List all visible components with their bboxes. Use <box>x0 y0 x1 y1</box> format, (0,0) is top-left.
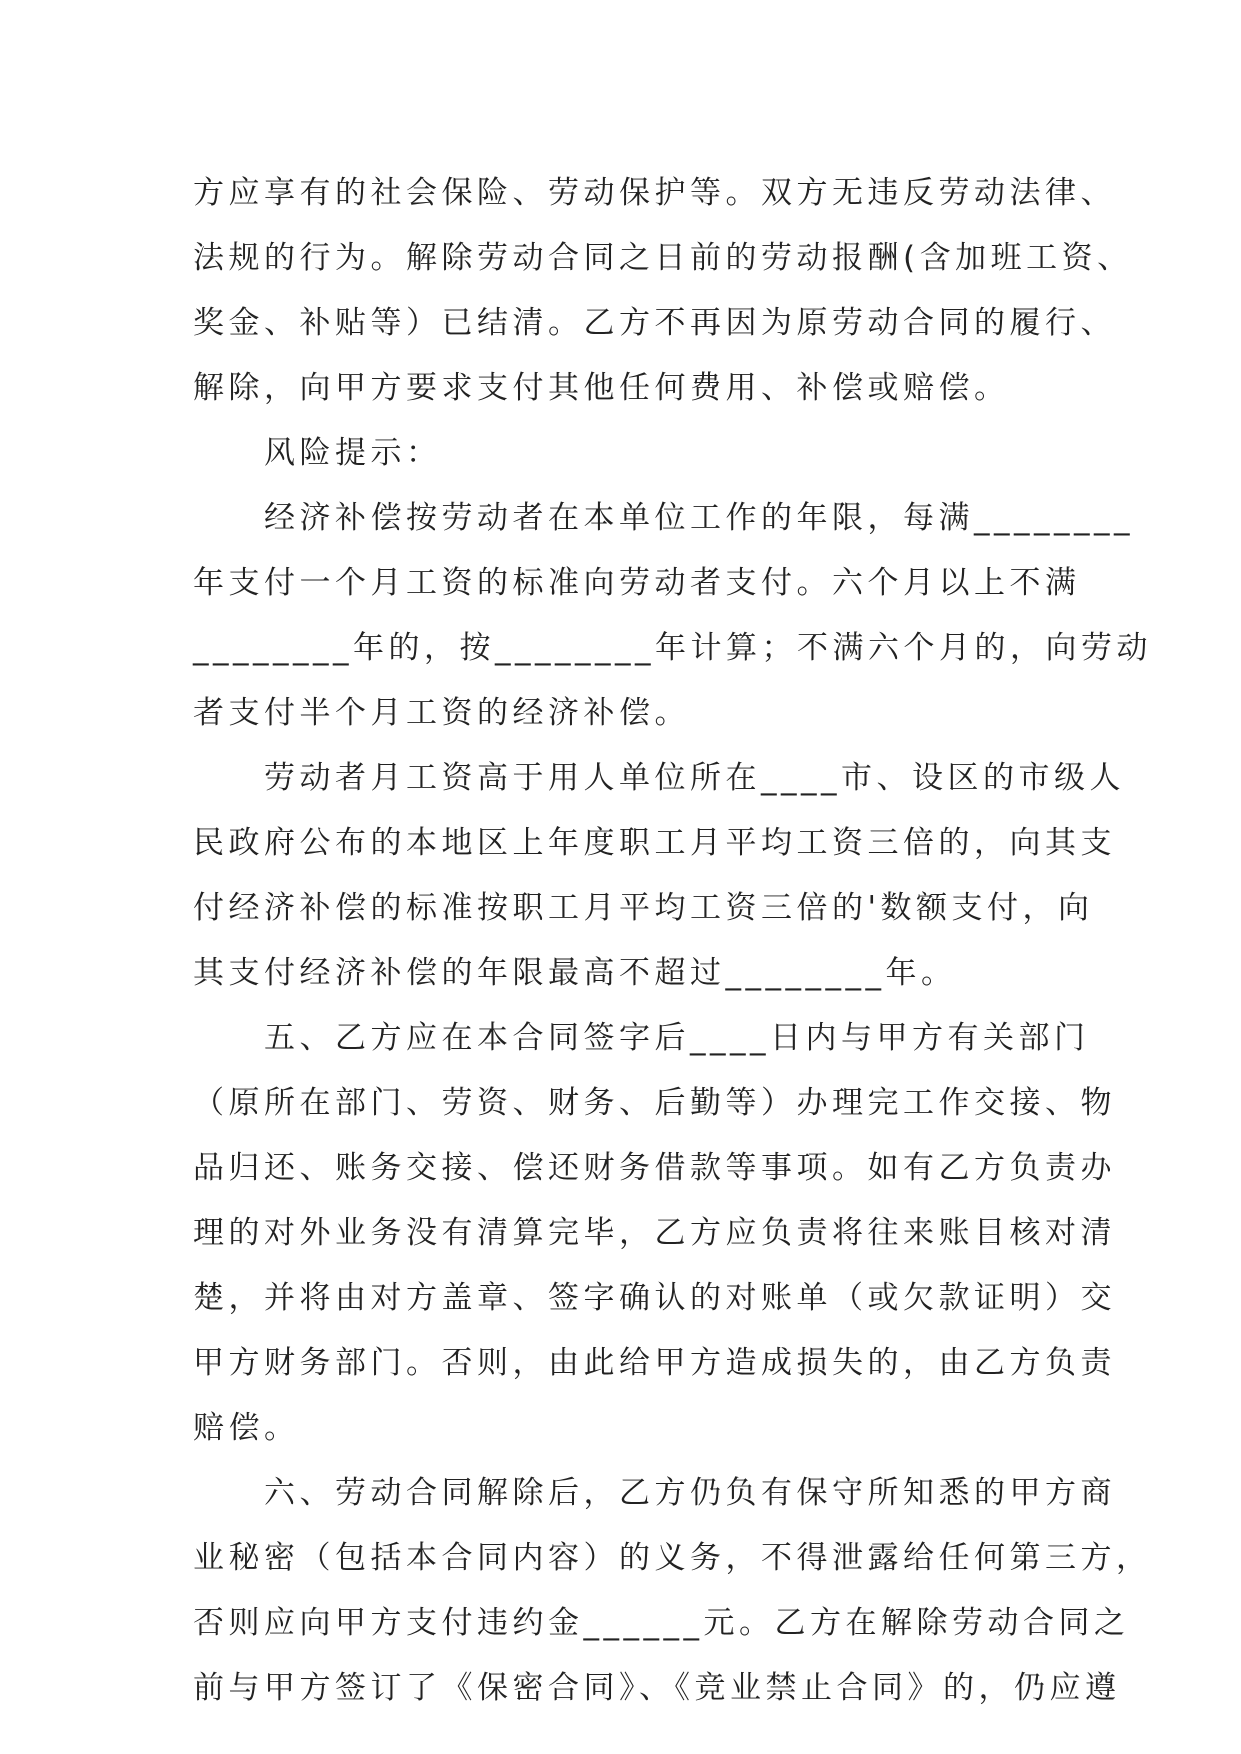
text-line-24: 前与甲方签订了《保密合同》、《竞业禁止合同》的，仍应遵 <box>193 1670 1121 1706</box>
clause-six-start: 六、劳动合同解除后，乙方仍负有保守所知悉的甲方商 <box>193 1475 1116 1511</box>
text-line-8: ________年的，按________年计算；不满六个月的，向劳动 <box>193 630 1152 666</box>
text-line-20: 赔偿。 <box>193 1410 300 1446</box>
text-line-17: 理的对外业务没有清算完毕，乙方应负责将往来账目核对清 <box>193 1215 1116 1251</box>
text-line-15: （原所在部门、劳资、财务、后勤等）办理完工作交接、物 <box>193 1085 1116 1121</box>
text-line-23: 否则应向甲方支付违约金______元。乙方在解除劳动合同之 <box>193 1605 1130 1641</box>
clause-five-start: 五、乙方应在本合同签字后____日内与甲方有关部门 <box>193 1020 1090 1056</box>
text-line-2: 法规的行为。解除劳动合同之日前的劳动报酬(含加班工资、 <box>193 240 1133 276</box>
risk-heading: 风险提示： <box>193 435 442 471</box>
text-line-19: 甲方财务部门。否则，由此给甲方造成损失的，由乙方负责 <box>193 1345 1116 1381</box>
text-line-6: 经济补偿按劳动者在本单位工作的年限，每满________ <box>193 500 1134 536</box>
text-line-12: 付经济补偿的标准按职工月平均工资三倍的'数额支付，向 <box>193 890 1094 926</box>
text-line-7: 年支付一个月工资的标准向劳动者支付。六个月以上不满 <box>193 565 1081 601</box>
text-line-9: 者支付半个月工资的经济补偿。 <box>193 695 690 731</box>
text-line-1: 方应享有的社会保险、劳动保护等。双方无违反劳动法律、 <box>193 175 1116 211</box>
text-line-3: 奖金、补贴等）已结清。乙方不再因为原劳动合同的履行、 <box>193 305 1116 341</box>
text-line-16: 品归还、账务交接、偿还财务借款等事项。如有乙方负责办 <box>193 1150 1116 1186</box>
text-line-10: 劳动者月工资高于用人单位所在____市、设区的市级人 <box>193 760 1125 796</box>
text-line-13: 其支付经济补偿的年限最高不超过________年。 <box>193 955 957 991</box>
text-line-4: 解除，向甲方要求支付其他任何费用、补偿或赔偿。 <box>193 370 1010 406</box>
text-line-18: 楚，并将由对方盖章、签字确认的对账单（或欠款证明）交 <box>193 1280 1116 1316</box>
text-line-22: 业秘密（包括本合同内容）的义务，不得泄露给任何第三方， <box>193 1540 1152 1576</box>
document-body <box>193 161 1152 1721</box>
text-line-11: 民政府公布的本地区上年度职工月平均工资三倍的，向其支 <box>193 825 1116 861</box>
